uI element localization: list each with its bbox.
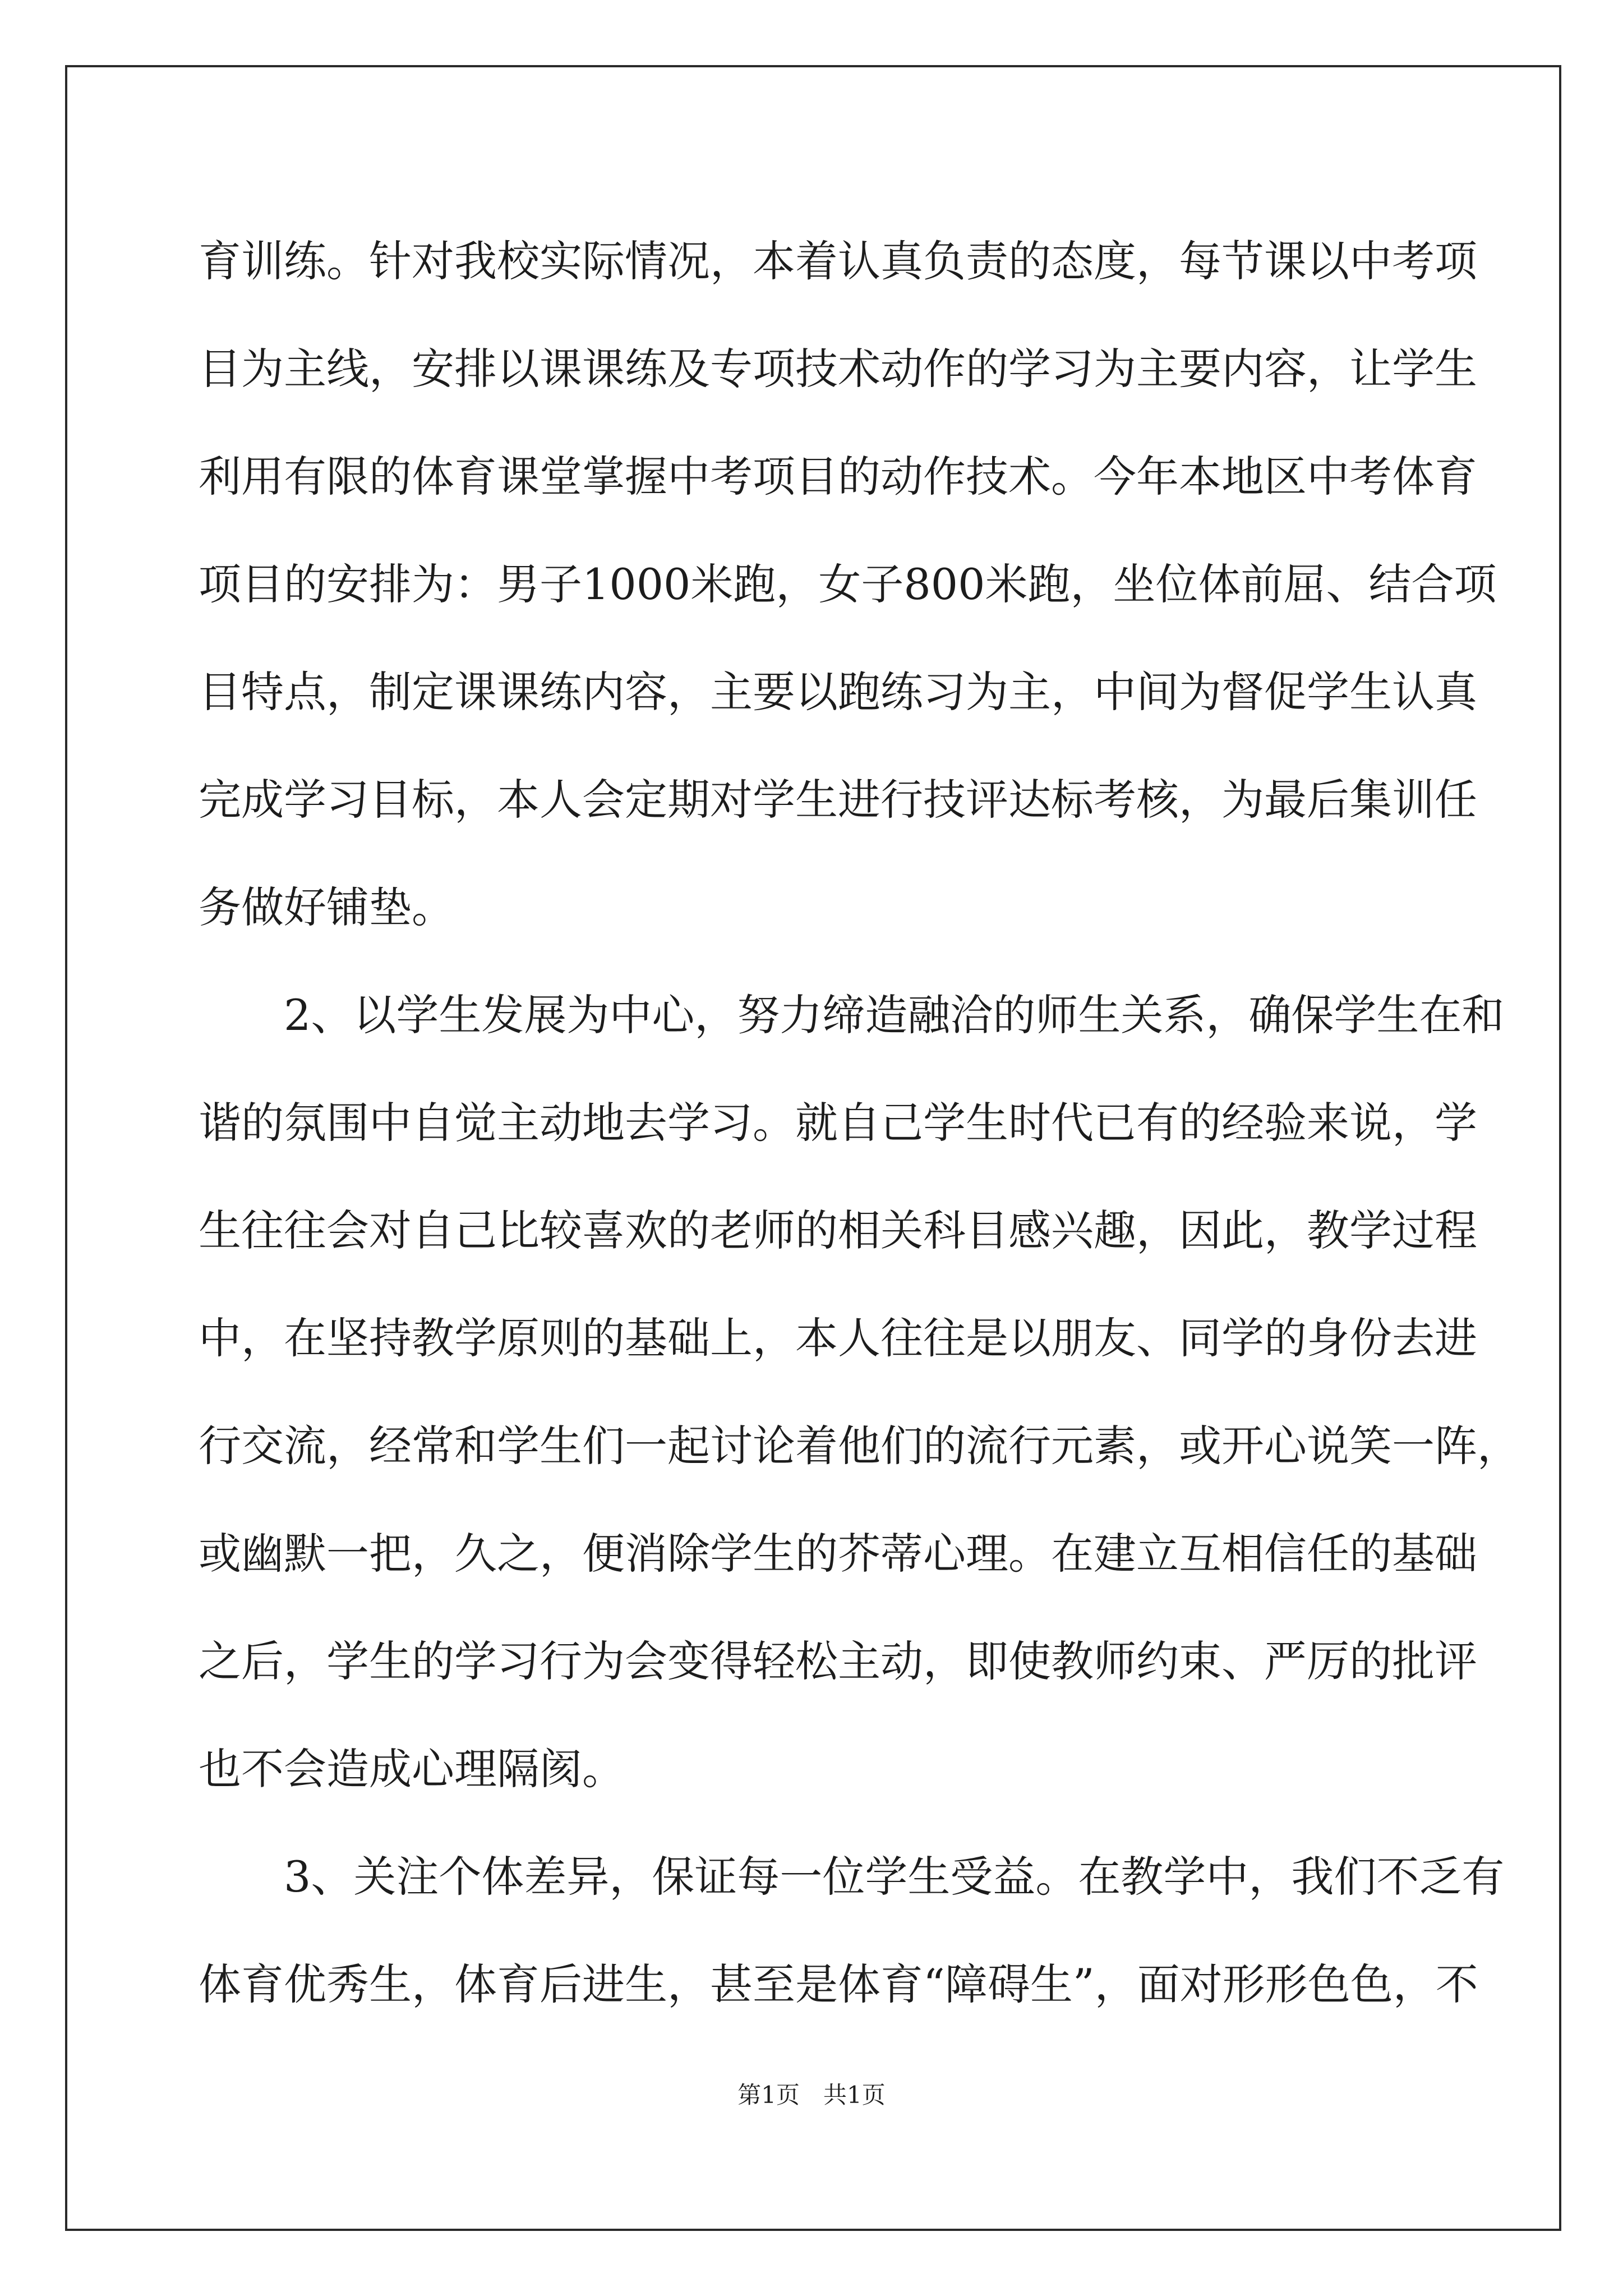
text-line: 务做好铺垫。 xyxy=(199,882,454,932)
text-line: 体育优秀生，体育后进生，甚至是体育“障碍生”，面对形形色色，不 xyxy=(199,1959,1478,2009)
text-line: 行交流，经常和学生们一起讨论着他们的流行元素，或开心说笑一阵， xyxy=(199,1421,1520,1471)
document-body xyxy=(199,208,1520,2039)
text-line: 完成学习目标，本人会定期对学生进行技评达标考核，为最后集训任 xyxy=(199,775,1477,825)
paragraph-1 xyxy=(199,208,1497,961)
text-line: 3、关注个体差异，保证每一位学生受益。在教学中，我们不乏有 xyxy=(284,1852,1505,1902)
paragraph-3 xyxy=(199,1823,1505,2039)
text-line: 之后，学生的学习行为会变得轻松主动，即使教师约束、严厉的批评 xyxy=(199,1636,1477,1686)
text-line: 生往往会对自己比较喜欢的老师的相关科目感兴趣，因此，教学过程 xyxy=(199,1205,1477,1255)
text-line: 2、以学生发展为中心，努力缔造融洽的师生关系，确保学生在和 xyxy=(284,990,1505,1040)
page-number-footer: 第1页 共1页 xyxy=(737,2081,886,2109)
text-line: 谐的氛围中自觉主动地去学习。就自己学生时代已有的经验来说，学 xyxy=(199,1098,1477,1148)
text-line: 或幽默一把，久之，便消除学生的芥蒂心理。在建立互相信任的基础 xyxy=(199,1529,1477,1579)
paragraph-2 xyxy=(199,961,1520,1823)
text-line: 目特点，制定课课练内容，主要以跑练习为主，中间为督促学生认真 xyxy=(199,667,1477,717)
text-line: 利用有限的体育课堂掌握中考项目的动作技术。今年本地区中考体育 xyxy=(199,452,1477,501)
text-line: 育训练。针对我校实际情况，本着认真负责的态度，每节课以中考项 xyxy=(199,236,1477,286)
text-line: 也不会造成心理隔阂。 xyxy=(199,1744,625,1794)
text-line: 项目的安排为：男子1000米跑，女子800米跑，坐位体前屈、结合项 xyxy=(199,559,1497,609)
text-line: 中，在坚持教学原则的基础上，本人往往是以朋友、同学的身份去进 xyxy=(199,1313,1477,1363)
text-line: 目为主线，安排以课课练及专项技术动作的学习为主要内容，让学生 xyxy=(199,344,1477,394)
